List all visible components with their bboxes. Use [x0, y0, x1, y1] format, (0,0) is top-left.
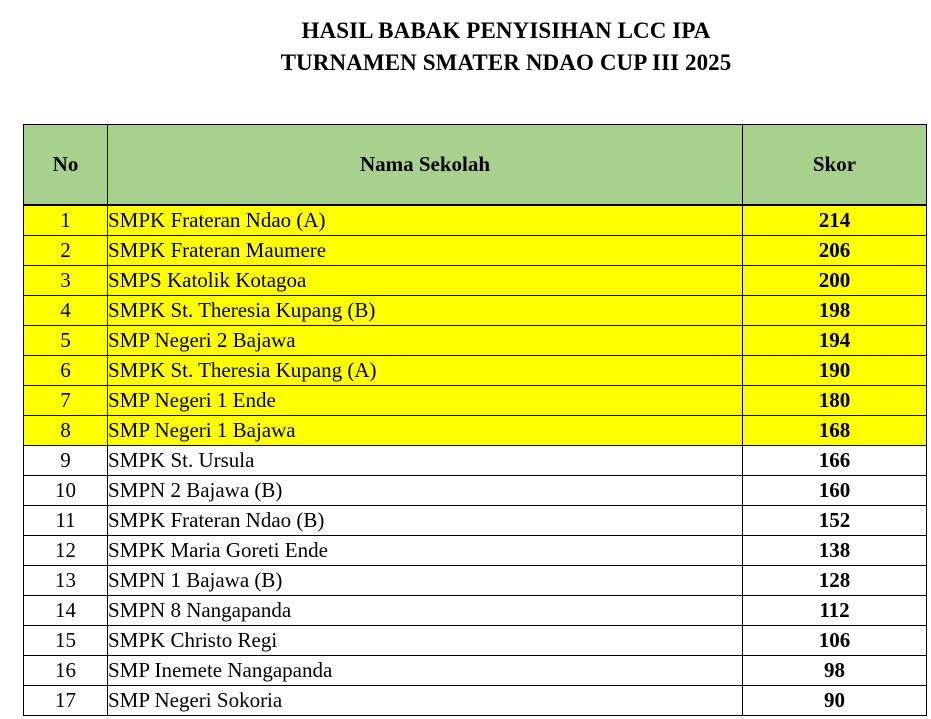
page-title: HASIL BABAK PENYISIHAN LCC IPA — [301, 18, 711, 43]
score: 166 — [743, 446, 927, 476]
school-name: SMPK Frateran Ndao (B) — [108, 506, 743, 536]
table-row — [24, 596, 927, 626]
results-table — [23, 124, 927, 716]
table-row — [24, 566, 927, 596]
row-number: 12 — [24, 536, 108, 566]
score: 138 — [743, 536, 927, 566]
row-number: 1 — [24, 205, 108, 236]
table-row — [24, 236, 927, 266]
table-row — [24, 626, 927, 656]
score: 152 — [743, 506, 927, 536]
school-name: SMP Inemete Nangapanda — [108, 656, 743, 686]
score: 206 — [743, 236, 927, 266]
table-row — [24, 476, 927, 506]
table-row — [24, 296, 927, 326]
score: 168 — [743, 416, 927, 446]
score: 128 — [743, 566, 927, 596]
table-row — [24, 656, 927, 686]
table-row — [24, 326, 927, 356]
header-school-name: Nama Sekolah — [108, 125, 743, 206]
school-name: SMPK Frateran Maumere — [108, 236, 743, 266]
school-name: SMPK St. Theresia Kupang (B) — [108, 296, 743, 326]
table-row — [24, 416, 927, 446]
school-name: SMPN 2 Bajawa (B) — [108, 476, 743, 506]
table-header — [24, 125, 927, 206]
table-row — [24, 536, 927, 566]
table-row — [24, 386, 927, 416]
table-row — [24, 446, 927, 476]
school-name: SMPK Frateran Ndao (A) — [108, 205, 743, 236]
row-number: 8 — [24, 416, 108, 446]
school-name: SMP Negeri 2 Bajawa — [108, 326, 743, 356]
school-name: SMPK St. Theresia Kupang (A) — [108, 356, 743, 386]
row-number: 17 — [24, 686, 108, 716]
score: 194 — [743, 326, 927, 356]
row-number: 5 — [24, 326, 108, 356]
school-name: SMPS Katolik Kotagoa — [108, 266, 743, 296]
table-row — [24, 356, 927, 386]
score: 112 — [743, 596, 927, 626]
school-name: SMP Negeri Sokoria — [108, 686, 743, 716]
table-row — [24, 506, 927, 536]
row-number: 15 — [24, 626, 108, 656]
table-row — [24, 266, 927, 296]
table-row — [24, 205, 927, 236]
table-body — [24, 205, 927, 716]
row-number: 7 — [24, 386, 108, 416]
row-number: 13 — [24, 566, 108, 596]
school-name: SMPK St. Ursula — [108, 446, 743, 476]
score: 198 — [743, 296, 927, 326]
row-number: 2 — [24, 236, 108, 266]
score: 160 — [743, 476, 927, 506]
school-name: SMP Negeri 1 Bajawa — [108, 416, 743, 446]
score: 200 — [743, 266, 927, 296]
school-name: SMPN 1 Bajawa (B) — [108, 566, 743, 596]
score: 106 — [743, 626, 927, 656]
school-name: SMP Negeri 1 Ende — [108, 386, 743, 416]
school-name: SMPK Maria Goreti Ende — [108, 536, 743, 566]
row-number: 16 — [24, 656, 108, 686]
row-number: 6 — [24, 356, 108, 386]
score: 98 — [743, 656, 927, 686]
page-subtitle: TURNAMEN SMATER NDAO CUP III 2025 — [280, 50, 732, 75]
score: 214 — [743, 205, 927, 236]
score: 90 — [743, 686, 927, 716]
row-number: 14 — [24, 596, 108, 626]
school-name: SMPK Christo Regi — [108, 626, 743, 656]
score: 180 — [743, 386, 927, 416]
row-number: 10 — [24, 476, 108, 506]
row-number: 9 — [24, 446, 108, 476]
row-number: 4 — [24, 296, 108, 326]
school-name: SMPN 8 Nangapanda — [108, 596, 743, 626]
header-no: No — [24, 125, 108, 206]
score: 190 — [743, 356, 927, 386]
table-row — [24, 686, 927, 716]
row-number: 11 — [24, 506, 108, 536]
header-score: Skor — [743, 125, 927, 206]
row-number: 3 — [24, 266, 108, 296]
